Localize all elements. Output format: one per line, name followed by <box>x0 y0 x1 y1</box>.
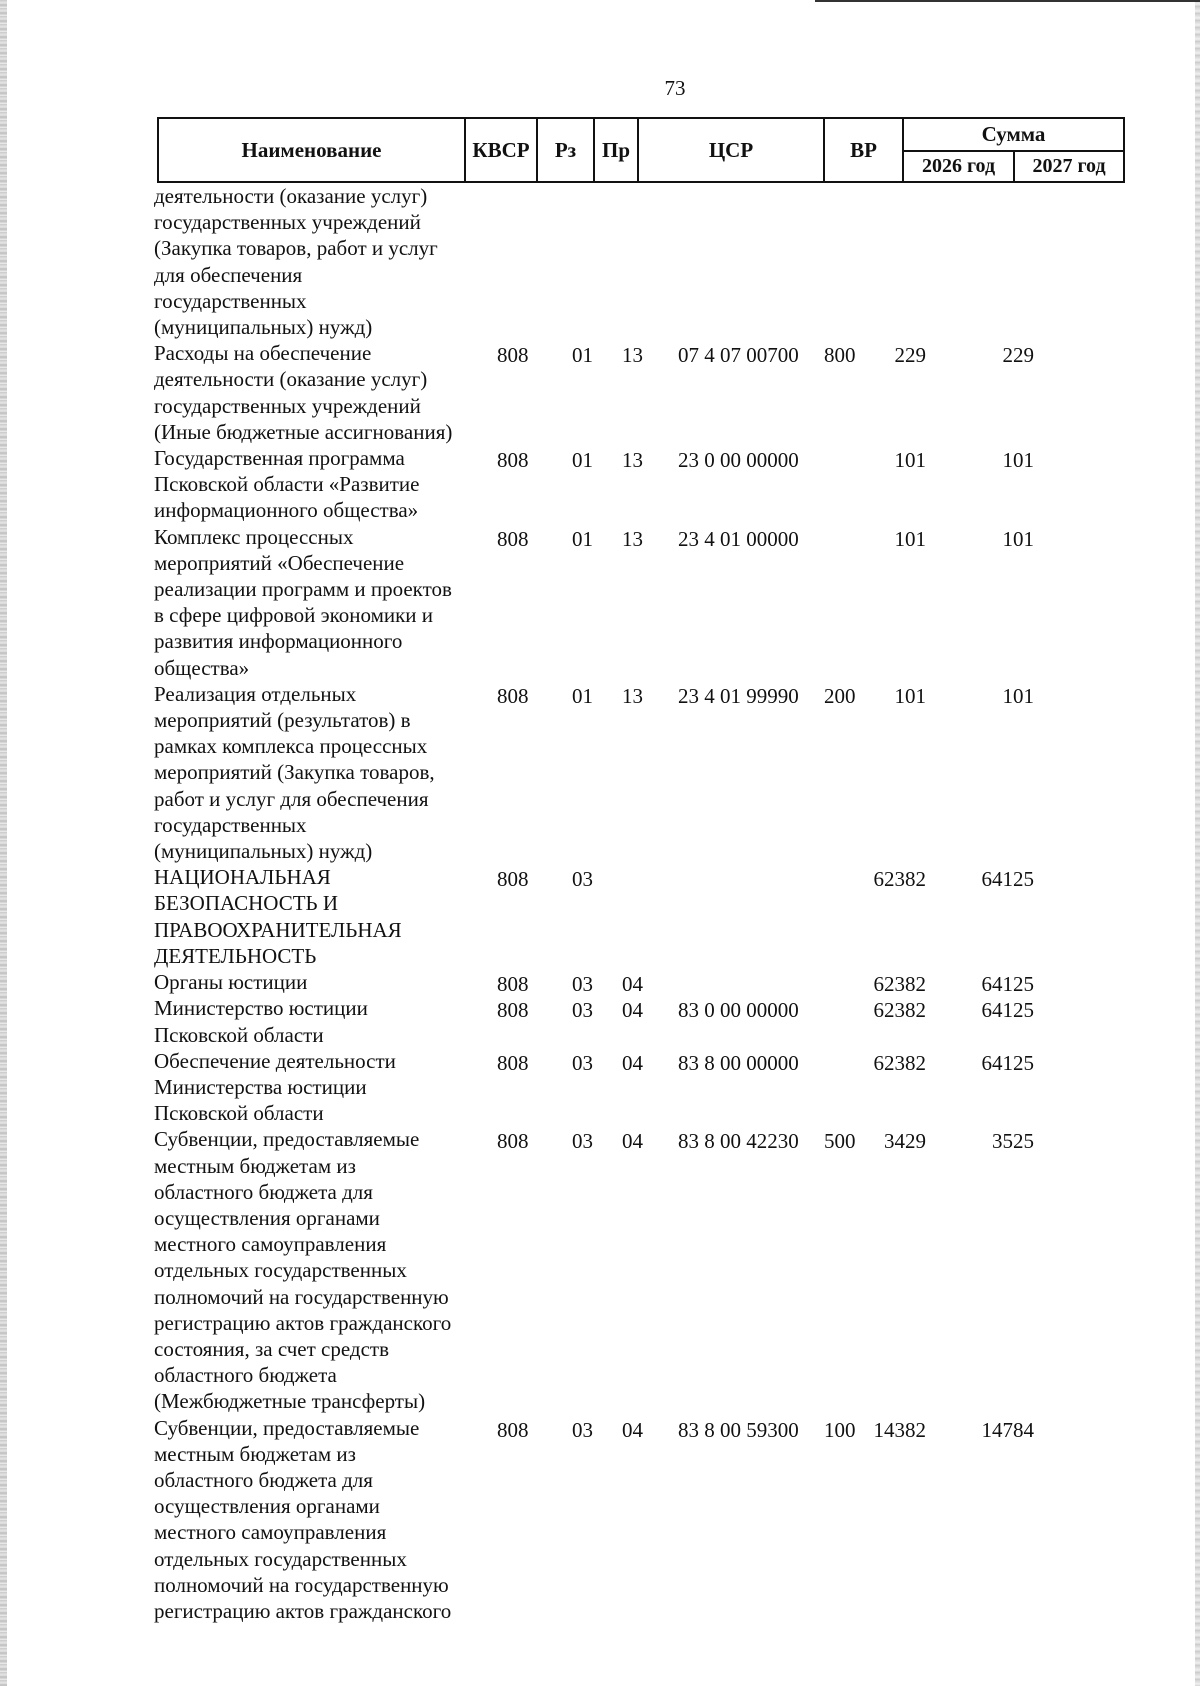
row-sum-2026: 62382 <box>873 867 926 892</box>
table-row <box>154 681 1122 864</box>
row-sum-2027: 64125 <box>981 867 1034 892</box>
row-sum-2026: 62382 <box>873 1050 926 1075</box>
header-name: Наименование <box>241 137 382 162</box>
row-kvsr: 808 <box>497 448 529 473</box>
row-rz: 03 <box>572 1050 593 1075</box>
row-sum-2026: 101 <box>894 683 926 708</box>
row-rz: 01 <box>572 448 593 473</box>
row-csr: 23 0 00 00000 <box>678 448 799 473</box>
row-name: Государственная программа Псковской области «Развитие информационного общества» <box>154 446 420 523</box>
scan-edge-left <box>0 0 7 1686</box>
row-rz: 03 <box>572 867 593 892</box>
header-year-2027: 2027 год <box>1032 155 1106 177</box>
row-vr: 100 <box>824 1417 856 1442</box>
table-row <box>154 524 1122 681</box>
row-sum-2026: 229 <box>894 343 926 368</box>
row-kvsr: 808 <box>497 1129 529 1154</box>
row-rz: 01 <box>572 526 593 551</box>
table-row <box>154 445 1122 524</box>
row-kvsr: 808 <box>497 683 529 708</box>
row-kvsr: 808 <box>497 998 529 1023</box>
row-kvsr: 808 <box>497 343 529 368</box>
row-sum-2026: 101 <box>894 448 926 473</box>
row-rz: 03 <box>572 1417 593 1442</box>
table-header <box>157 117 1125 183</box>
row-rz: 03 <box>572 1129 593 1154</box>
row-vr: 200 <box>824 683 856 708</box>
scan-edge-right <box>1195 0 1200 1686</box>
table-row <box>154 864 1122 969</box>
row-csr: 83 8 00 59300 <box>678 1417 799 1442</box>
row-name: Министерство юстиции Псковской области <box>154 996 368 1047</box>
header-pr: Пр <box>601 137 630 162</box>
row-rz: 01 <box>572 683 593 708</box>
row-name: Обеспечение деятельности Министерства юстиции Псковской области <box>154 1048 396 1126</box>
row-sum-2027: 101 <box>1002 526 1034 551</box>
row-kvsr: 808 <box>497 972 529 997</box>
row-pr: 04 <box>622 1417 643 1442</box>
row-sum-2026: 62382 <box>873 972 926 997</box>
row-sum-2026: 3429 <box>884 1129 926 1154</box>
row-sum-2027: 229 <box>1002 343 1034 368</box>
row-csr: 23 4 01 00000 <box>678 526 799 551</box>
row-pr: 13 <box>622 526 643 551</box>
row-sum-2026: 62382 <box>873 998 926 1023</box>
table-row <box>154 995 1122 1047</box>
header-sum: Сумма <box>981 122 1046 146</box>
row-csr: 83 8 00 42230 <box>678 1129 799 1154</box>
table-row <box>154 1415 1122 1625</box>
row-pr: 04 <box>622 1129 643 1154</box>
row-vr: 800 <box>824 343 856 368</box>
row-vr: 500 <box>824 1129 856 1154</box>
row-name: Органы юстиции <box>154 970 308 995</box>
row-pr: 04 <box>622 1050 643 1075</box>
row-kvsr: 808 <box>497 867 529 892</box>
row-rz: 03 <box>572 972 593 997</box>
table-row <box>154 969 1122 995</box>
row-sum-2027: 101 <box>1002 683 1034 708</box>
row-sum-2027: 64125 <box>981 998 1034 1023</box>
row-name: деятельности (оказание услуг) государственных учреждений (Закупка товаров, работ и услуг для обеспечения государственных (муниципальных) нужд) <box>154 184 438 340</box>
page-number: 73 <box>664 76 686 100</box>
row-name: Комплекс процессных мероприятий «Обеспечение реализации программ и проектов в сфере цифровой экономики и развития информационного общества» <box>154 524 452 680</box>
row-sum-2027: 101 <box>1002 448 1034 473</box>
table-row <box>154 1126 1122 1414</box>
row-kvsr: 808 <box>497 526 529 551</box>
row-csr: 07 4 07 00700 <box>678 343 799 368</box>
row-name: НАЦИОНАЛЬНАЯ БЕЗОПАСНОСТЬ И ПРАВООХРАНИТЕЛЬНАЯ ДЕЯТЕЛЬНОСТЬ <box>154 865 402 968</box>
row-kvsr: 808 <box>497 1417 529 1442</box>
row-csr: 83 8 00 00000 <box>678 1050 799 1075</box>
row-pr: 13 <box>622 683 643 708</box>
row-sum-2027: 14784 <box>981 1417 1034 1442</box>
row-name: Субвенции, предоставляемые местным бюджетам из областного бюджета для осуществления органами местного самоуправления отдельных государственных полномочий на государственную регистрацию актов гражданского состояния, за счет средств областного бюджета (Межбюджетные трансферты) <box>154 1127 452 1414</box>
row-sum-2027: 64125 <box>981 972 1034 997</box>
table-body <box>154 183 1122 1624</box>
row-pr: 04 <box>622 972 643 997</box>
row-csr: 83 0 00 00000 <box>678 998 799 1023</box>
row-sum-2026: 101 <box>894 526 926 551</box>
row-name: Субвенции, предоставляемые местным бюджетам из областного бюджета для осуществления органами местного самоуправления отдельных государственных полномочий на государственную регистрацию актов гражданского <box>154 1415 452 1623</box>
row-pr: 13 <box>622 448 643 473</box>
row-pr: 04 <box>622 998 643 1023</box>
header-csr: ЦСР <box>708 137 754 162</box>
row-name: Реализация отдельных мероприятий (результатов) в рамках комплекса процессных мероприятий (Закупка товаров, работ и услуг для обеспечения государственных (муниципальных) нужд) <box>154 681 435 864</box>
row-rz: 03 <box>572 998 593 1023</box>
scan-top-line <box>815 0 1200 2</box>
header-kvsr: КВСР <box>472 137 530 162</box>
row-sum-2027: 3525 <box>992 1129 1034 1154</box>
header-rz: Рз <box>554 137 577 162</box>
row-name: Расходы на обеспечение деятельности (оказание услуг) государственных учреждений (Иные бюджетные ассигнования) <box>154 341 453 444</box>
row-sum-2027: 64125 <box>981 1050 1034 1075</box>
row-csr: 23 4 01 99990 <box>678 683 799 708</box>
header-year-2026: 2026 год <box>921 155 996 177</box>
row-pr: 13 <box>622 343 643 368</box>
header-vr: ВР <box>850 137 877 162</box>
table-row <box>154 1048 1122 1127</box>
row-rz: 01 <box>572 343 593 368</box>
table-row <box>154 340 1122 445</box>
table-row <box>154 183 1122 340</box>
row-sum-2026: 14382 <box>873 1417 926 1442</box>
row-kvsr: 808 <box>497 1050 529 1075</box>
